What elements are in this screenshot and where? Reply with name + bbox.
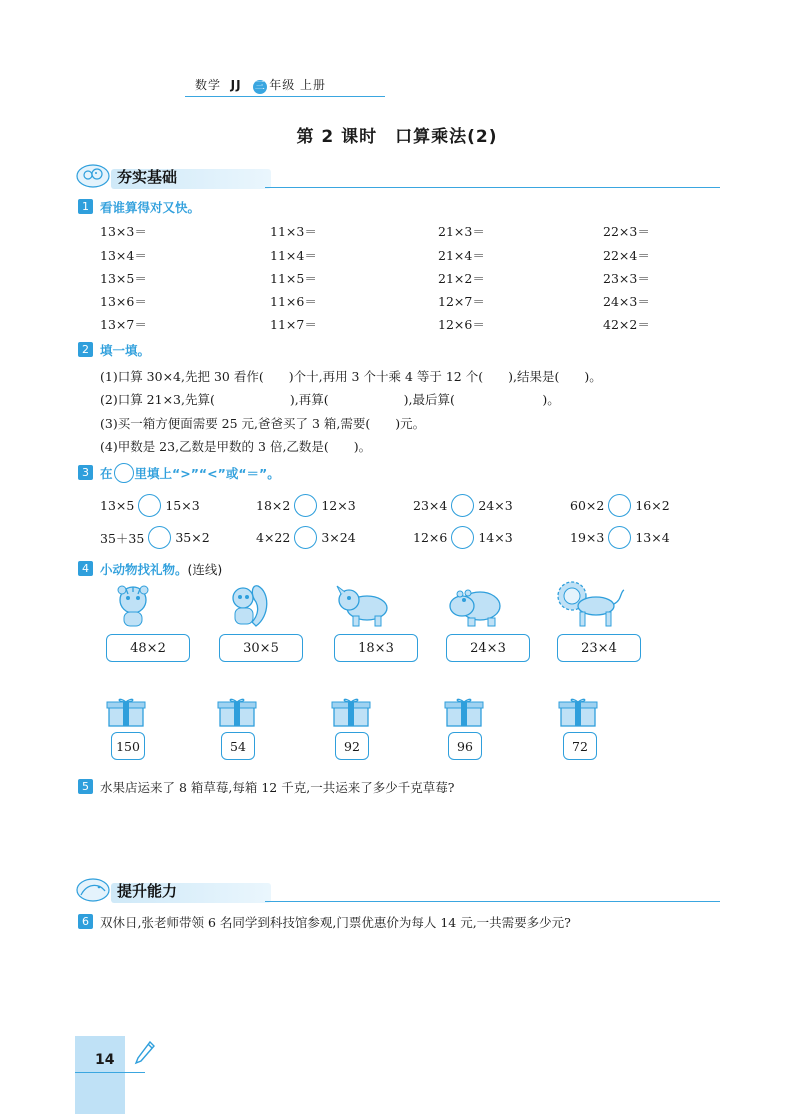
footer-page-tab [75,1036,125,1114]
lion-icon [556,580,626,628]
expression-box[interactable]: 24×3 [446,634,530,662]
gift-value-box[interactable]: 92 [335,732,369,760]
gift-icon [330,698,372,728]
question-number-5: 5 [78,779,93,794]
header-divider [185,96,385,97]
page-number: 14 [95,1052,115,1068]
calc-item: 42×2＝ [603,317,650,332]
question-number-3: 3 [78,465,93,480]
section-basics-title: 夯实基础 [117,168,178,186]
gift-icon [105,698,147,728]
question-number-1: 1 [78,199,93,214]
expression-box[interactable]: 48×2 [106,634,190,662]
question-5-text: 水果店运来了 8 箱草莓,每箱 12 千克,一共运来了多少千克草莓? [100,780,455,795]
compare-item: 23×4 24×3 [413,494,513,517]
answer-circle[interactable] [451,494,474,517]
calc-item: 21×4＝ [438,248,485,263]
question-number-4: 4 [78,561,93,576]
section-advanced-header [75,877,720,905]
section-basics-header [75,163,720,191]
calc-item: 11×6＝ [270,294,317,309]
basics-badge-icon [75,163,119,189]
gift-value-box[interactable]: 72 [563,732,597,760]
calc-item: 11×3＝ [270,224,317,239]
answer-circle[interactable] [294,526,317,549]
compare-item: 12×6 14×3 [413,526,513,549]
running-header: 数学 JJ 三 年级 上册 [195,78,327,92]
hippo-icon [448,584,504,628]
calc-item: 21×2＝ [438,271,485,286]
gift-icon [557,698,599,728]
question-3-prompt: 在 里填上“>”“<”或“＝”。 [100,463,280,483]
gift-value-box[interactable]: 150 [111,732,145,760]
lesson-title: 第 2 课时 口算乘法(2) [296,127,498,147]
answer-circle[interactable] [451,526,474,549]
question-4-prompt: 小动物找礼物。(连线) [100,562,223,577]
calc-item: 12×7＝ [438,294,485,309]
calc-item: 13×6＝ [100,294,147,309]
calc-item: 13×7＝ [100,317,147,332]
gift-icon [443,698,485,728]
calc-item: 13×3＝ [100,224,147,239]
fill-line-3: (3)买一箱方便面需要 25 元,爸爸买了 3 箱,需要( )元。 [100,416,426,431]
fill-line-2: (2)口算 21×3,先算( ),再算( ),最后算( )。 [100,392,560,407]
gift-icon [216,698,258,728]
gift-value-box[interactable]: 54 [221,732,255,760]
calc-item: 21×3＝ [438,224,485,239]
question-number-2: 2 [78,342,93,357]
question-1-prompt: 看谁算得对又快。 [100,200,201,215]
answer-circle[interactable] [294,494,317,517]
calc-item: 22×4＝ [603,248,650,263]
squirrel-icon [226,582,270,628]
advanced-badge-icon [75,877,119,903]
compare-item: 18×2 12×3 [256,494,356,517]
expression-box[interactable]: 23×4 [557,634,641,662]
section-advanced-title: 提升能力 [117,882,178,900]
pencil-icon [134,1040,156,1066]
calc-item: 23×3＝ [603,271,650,286]
compare-item: 13×5 15×3 [100,494,200,517]
answer-circle[interactable] [138,494,161,517]
calc-item: 11×4＝ [270,248,317,263]
grade-badge: 三 [254,81,266,92]
expression-box[interactable]: 30×5 [219,634,303,662]
rhino-icon [335,584,391,628]
compare-item: 35＋35 35×2 [100,526,210,549]
compare-item: 4×22 3×24 [256,526,356,549]
answer-circle[interactable] [148,526,171,549]
compare-item: 60×2 16×2 [570,494,670,517]
answer-circle[interactable] [608,494,631,517]
expression-box[interactable]: 18×3 [334,634,418,662]
tiger-icon [112,584,154,628]
calc-item: 13×4＝ [100,248,147,263]
calc-item: 13×5＝ [100,271,147,286]
calc-item: 24×3＝ [603,294,650,309]
question-number-6: 6 [78,914,93,929]
calc-item: 12×6＝ [438,317,485,332]
gift-value-box[interactable]: 96 [448,732,482,760]
calc-item: 22×3＝ [603,224,650,239]
fill-line-1: (1)口算 30×4,先把 30 看作( )个十,再用 3 个十乘 4 等于 12 个( ),结果是( )。 [100,369,602,384]
calc-item: 11×7＝ [270,317,317,332]
compare-item: 19×3 13×4 [570,526,670,549]
footer-divider [75,1072,145,1073]
calc-item: 11×5＝ [270,271,317,286]
question-6-text: 双休日,张老师带领 6 名同学到科技馆参观,门票优惠价为每人 14 元,一共需要多少元? [100,915,571,930]
question-2-prompt: 填一填。 [100,343,151,358]
circle-icon [114,463,134,483]
fill-line-4: (4)甲数是 23,乙数是甲数的 3 倍,乙数是( )。 [100,439,372,454]
answer-circle[interactable] [608,526,631,549]
